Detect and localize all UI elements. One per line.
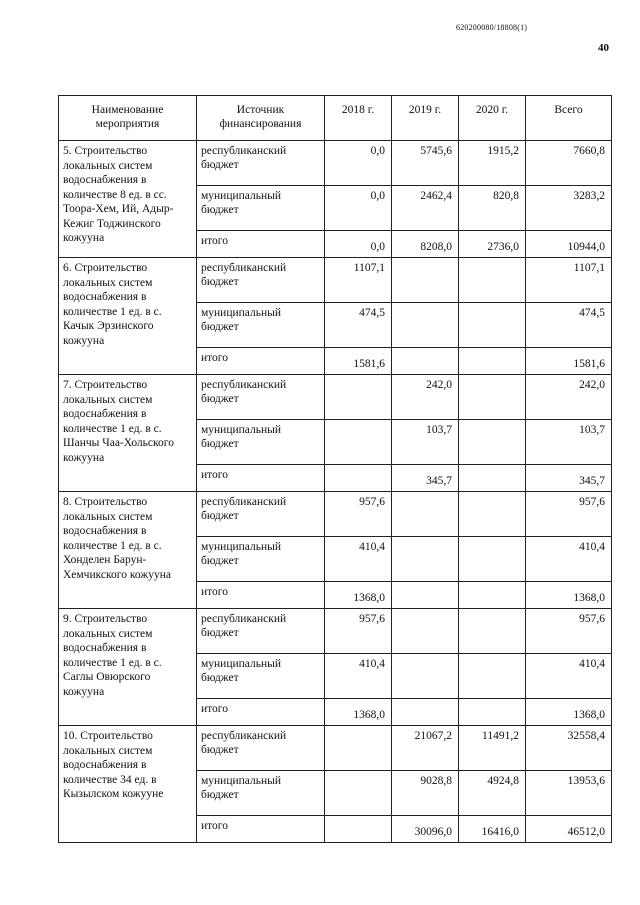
value-cell-y2019 [392, 582, 459, 609]
value-cell-y2018 [325, 420, 392, 465]
value-cell-y2020 [459, 537, 526, 582]
value-cell-y2020: 2736,0 [459, 231, 526, 258]
value-cell-total: 13953,6 [526, 771, 612, 816]
value-cell-y2020 [459, 492, 526, 537]
funding-source-cell: республиканский бюджет [197, 609, 325, 654]
activity-name-cell: 5. Строительство локальных систем водоснабжения в количестве 8 ед. в сс. Тоора-Хем, Ий, Адыр-Кежиг Тоджинского кожууна [59, 141, 197, 258]
value-cell-y2019: 30096,0 [392, 816, 459, 843]
value-cell-y2018 [325, 771, 392, 816]
funding-source-cell: республиканский бюджет [197, 726, 325, 771]
value-cell-y2019: 345,7 [392, 465, 459, 492]
funding-source-cell: итого [197, 816, 325, 843]
funding-source-cell: муниципальный бюджет [197, 537, 325, 582]
value-cell-total: 103,7 [526, 420, 612, 465]
table-body [59, 141, 612, 843]
value-cell-y2020 [459, 348, 526, 375]
funding-source-cell: республиканский бюджет [197, 258, 325, 303]
value-cell-y2019: 9028,8 [392, 771, 459, 816]
value-cell-y2019 [392, 303, 459, 348]
table-row [59, 726, 612, 771]
value-cell-y2019: 21067,2 [392, 726, 459, 771]
activity-name-cell: 6. Строительство локальных систем водоснабжения в количестве 1 ед. в с. Качык Эрзинского кожууна [59, 258, 197, 375]
value-cell-total: 410,4 [526, 654, 612, 699]
value-cell-y2020 [459, 258, 526, 303]
value-cell-y2018 [325, 726, 392, 771]
value-cell-y2018: 1107,1 [325, 258, 392, 303]
value-cell-y2018: 0,0 [325, 141, 392, 186]
table-row [59, 375, 612, 420]
value-cell-y2019 [392, 258, 459, 303]
value-cell-y2020 [459, 699, 526, 726]
value-cell-total: 474,5 [526, 303, 612, 348]
value-cell-total: 410,4 [526, 537, 612, 582]
header-2019: 2019 г. [392, 96, 459, 141]
value-cell-total: 345,7 [526, 465, 612, 492]
value-cell-y2020 [459, 375, 526, 420]
funding-source-cell: муниципальный бюджет [197, 654, 325, 699]
funding-source-cell: муниципальный бюджет [197, 303, 325, 348]
funding-source-cell: республиканский бюджет [197, 375, 325, 420]
value-cell-y2019: 242,0 [392, 375, 459, 420]
value-cell-y2020: 1915,2 [459, 141, 526, 186]
value-cell-total: 32558,4 [526, 726, 612, 771]
header-source: Источник финансирования [197, 96, 325, 141]
value-cell-total: 957,6 [526, 492, 612, 537]
funding-source-cell: муниципальный бюджет [197, 420, 325, 465]
funding-source-cell: муниципальный бюджет [197, 186, 325, 231]
value-cell-y2019 [392, 609, 459, 654]
value-cell-y2018 [325, 375, 392, 420]
activity-name-cell: 7. Строительство локальных систем водоснабжения в количестве 1 ед. в с. Шанчы Чаа-Хольского кожууна [59, 375, 197, 492]
value-cell-y2019: 2462,4 [392, 186, 459, 231]
financing-table [58, 95, 612, 843]
table-row [59, 492, 612, 537]
value-cell-y2019 [392, 654, 459, 699]
value-cell-total: 957,6 [526, 609, 612, 654]
document-code: 620200080/18808(1) [456, 23, 528, 32]
activity-name-cell: 8. Строительство локальных систем водоснабжения в количестве 1 ед. в с. Хонделен Барун-Хемчикского кожууна [59, 492, 197, 609]
value-cell-y2018 [325, 465, 392, 492]
value-cell-y2018: 1368,0 [325, 699, 392, 726]
value-cell-total: 1368,0 [526, 699, 612, 726]
header-2018: 2018 г. [325, 96, 392, 141]
value-cell-y2020: 16416,0 [459, 816, 526, 843]
value-cell-y2020 [459, 582, 526, 609]
page-number: 40 [598, 42, 609, 54]
value-cell-total: 46512,0 [526, 816, 612, 843]
funding-source-cell: муниципальный бюджет [197, 771, 325, 816]
table-row [59, 609, 612, 654]
value-cell-total: 1368,0 [526, 582, 612, 609]
funding-source-cell: итого [197, 348, 325, 375]
value-cell-y2018: 1581,6 [325, 348, 392, 375]
activity-name-cell: 10. Строительство локальных систем водоснабжения в количестве 34 ед. в Кызылском кожууне [59, 726, 197, 843]
funding-source-cell: итого [197, 582, 325, 609]
value-cell-y2018: 410,4 [325, 537, 392, 582]
value-cell-y2018: 0,0 [325, 231, 392, 258]
value-cell-y2020 [459, 420, 526, 465]
value-cell-y2020 [459, 609, 526, 654]
value-cell-y2020: 4924,8 [459, 771, 526, 816]
value-cell-y2020 [459, 303, 526, 348]
table-header-row [59, 96, 612, 141]
value-cell-y2019: 103,7 [392, 420, 459, 465]
value-cell-total: 1107,1 [526, 258, 612, 303]
value-cell-total: 3283,2 [526, 186, 612, 231]
header-name: Наименование мероприятия [59, 96, 197, 141]
value-cell-y2019 [392, 348, 459, 375]
value-cell-y2018: 410,4 [325, 654, 392, 699]
value-cell-y2019 [392, 492, 459, 537]
value-cell-total: 10944,0 [526, 231, 612, 258]
funding-source-cell: итого [197, 465, 325, 492]
value-cell-y2018: 1368,0 [325, 582, 392, 609]
value-cell-y2018: 0,0 [325, 186, 392, 231]
value-cell-y2020 [459, 465, 526, 492]
value-cell-total: 242,0 [526, 375, 612, 420]
value-cell-y2019 [392, 699, 459, 726]
funding-source-cell: республиканский бюджет [197, 492, 325, 537]
table-row [59, 141, 612, 186]
value-cell-y2020: 11491,2 [459, 726, 526, 771]
value-cell-y2018 [325, 816, 392, 843]
value-cell-y2018: 957,6 [325, 492, 392, 537]
value-cell-total: 7660,8 [526, 141, 612, 186]
funding-source-cell: итого [197, 231, 325, 258]
header-2020: 2020 г. [459, 96, 526, 141]
table-row [59, 258, 612, 303]
funding-source-cell: итого [197, 699, 325, 726]
value-cell-y2020: 820,8 [459, 186, 526, 231]
value-cell-y2019 [392, 537, 459, 582]
value-cell-y2018: 957,6 [325, 609, 392, 654]
value-cell-y2020 [459, 654, 526, 699]
funding-source-cell: республиканский бюджет [197, 141, 325, 186]
value-cell-y2018: 474,5 [325, 303, 392, 348]
header-total: Всего [526, 96, 612, 141]
value-cell-y2019: 8208,0 [392, 231, 459, 258]
value-cell-y2019: 5745,6 [392, 141, 459, 186]
value-cell-total: 1581,6 [526, 348, 612, 375]
activity-name-cell: 9. Строительство локальных систем водоснабжения в количестве 1 ед. в с. Саглы Овюрского кожууна [59, 609, 197, 726]
